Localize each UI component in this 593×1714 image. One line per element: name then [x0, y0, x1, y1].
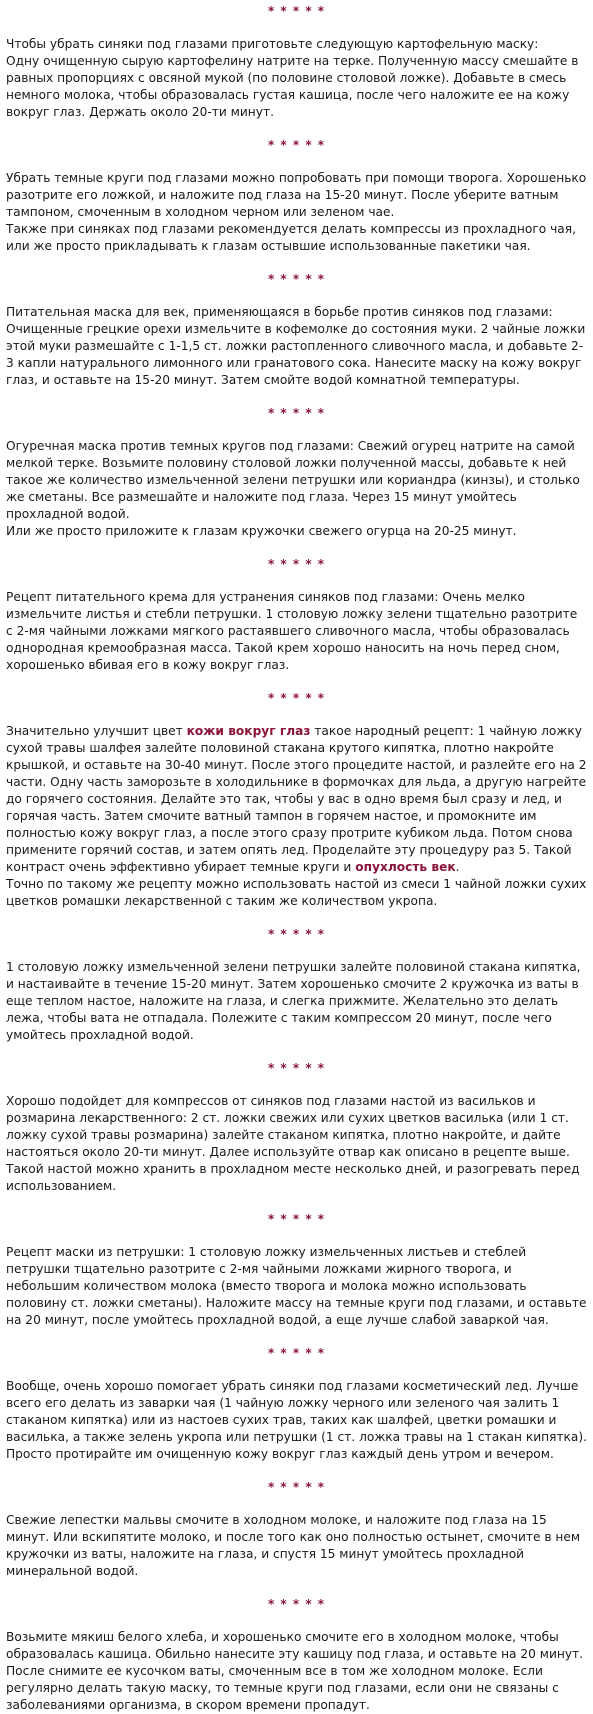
link-eyelid-swelling[interactable]: опухлость век	[355, 860, 456, 874]
paragraph-potato-mask: Чтобы убрать синяки под глазами приготовьте следующую картофельную маску: Одну очищенную сырую картофелину натрите на терке. Полученную массу смешайте в равных пропорциях с овсяной мукой (по половине столовой ложке). Добавьте в смесь немного молока, чтобы образовалась густая кашица, после чего наложите ее на кожу вокруг глаз. Держать около 20-ти минут.	[6, 37, 579, 119]
separator-stars: * * * * *	[267, 272, 326, 286]
separator-stars: * * * * *	[267, 691, 326, 705]
paragraph-cornflower-rosemary: Хорошо подойдет для компрессов от синяков под глазами настой из васильков и розмарина лекарственного: 2 ст. ложки свежих или сухих цветков василька (или 1 ст. ложку сухой травы розмарина) залейте стаканом кипятка, плотно накройте, и дайте настояться около 20-ти минут. Далее используйте отвар как описано в рецепте выше. Такой настой можно хранить в прохладном месте несколько дней, и разогревать перед использованием.	[6, 1094, 580, 1193]
separator-stars: * * * * *	[267, 4, 326, 18]
paragraph-cosmetic-ice: Вообще, очень хорошо помогает убрать синяки под глазами косметический лед. Лучше всего его делать из заварки чая (1 чайную ложку черного или зеленого чая залить 1 стаканом кипятка) или из настоев сухих трав, таких как шалфей, цветки ромашки и василька, а также зелень укропа или петрушки (1 ст. ложка травы на 1 стакан кипятка). Просто протирайте им очищенную кожу вокруг глаз каждый день утром и вечером.	[6, 1379, 588, 1461]
paragraph-mallow-milk: Свежие лепестки мальвы смочите в холодном молоке, и наложите под глаза на 15 минут. Или вскипятите молоко, и после того как оно полностью остынет, смочите в нем кружочки из ваты, наложите на глаза, и спустя 15 минут умойтесь прохладной минеральной водой.	[6, 1513, 581, 1578]
separator-stars: * * * * *	[267, 406, 326, 420]
paragraph-bread-milk: Возьмите мякиш белого хлеба, и хорошенько смочите его в холодном молоке, чтобы образовалась кашица. Обильно нанесите эту кашицу под глаза, и оставьте на 20 минут. После снимите ее кусочком ваты, смоченным все в том же холодном молоке. Если регулярно делать такую маску, то темные круги под глазами, если они не связаны с заболеваниями организма, в скором времени пропадут.	[6, 1630, 584, 1712]
separator-stars: * * * * *	[267, 1212, 326, 1226]
sage-text-before: Значительно улучшит цвет	[6, 724, 187, 738]
paragraph-parsley-compress: 1 столовую ложку измельченной зелени петрушки залейте половиной стакана кипятка, и настаивайте в течение 15-20 минут. Затем хорошенько смочите 2 кружочка из ваты в еще теплом настое, наложите на глаза, и слегка прижмите. Желательно это делать лежа, чтобы вата не отпадала. Полежите с таким компрессом 20 минут, после чего умойтесь прохладной водой.	[6, 960, 581, 1042]
paragraph-sage-contrast	[6, 723, 587, 910]
sage-text-middle: такое народный рецепт: 1 чайную ложку сухой травы шалфея залейте половиной стакана крутого кипятка, плотно накройте крышкой, и оставьте на 30-40 минут. После этого процедите настой, и разлейте его на 2 части. Одну часть заморозьте в холодильнике в формочках для льда, а другую нагрейте до горячего состояния. Делайте это так, чтобы у вас в одно время был сразу и лед, и горячая часть. Затем смочите ватный тампон в горячем настое, и промокните им полностью кожу вокруг глаз, а после этого сразу протрите кубиком льда. Потом снова примените горячий состав, и затем опять лед. Проделайте эту процедуру раз 5. Такой контраст очень эффективно убирает темные круги и	[6, 724, 587, 874]
separator-stars: * * * * *	[267, 557, 326, 571]
separator-stars: * * * * *	[267, 1480, 326, 1494]
paragraph-cottage-cheese: Убрать темные круги под глазами можно попробовать при помощи творога. Хорошенько разотрите его ложкой, и наложите под глаза на 15-20 минут. После уберите ватным тампоном, смоченным в холодном черном или зеленом чае. Также при синяках под глазами рекомендуется делать компрессы из прохладного чая, или же просто прикладывать к глазам остывшие использованные пакетики чая.	[6, 171, 587, 253]
separator-stars: * * * * *	[267, 927, 326, 941]
paragraph-walnut-mask: Питательная маска для век, применяющаяся в борьбе против синяков под глазами: Очищенные грецкие орехи измельчите в кофемолке до состояния муки. 2 чайные ложки этой муки размешайте с 1-1,5 ст. ложки растопленного сливочного масла, и добавьте 2-3 капли натурального лимонного или гранатового сока. Нанесите маску на кожу вокруг глаз, и оставьте на 15-20 минут. Затем смойте водой комнатной температуры.	[6, 305, 586, 387]
separator-stars: * * * * *	[267, 1061, 326, 1075]
separator-stars: * * * * *	[267, 138, 326, 152]
sage-text-after: . Точно по такому же рецепту можно использовать настой из смеси 1 чайной ложки сухих цветков ромашки лекарственной с таким же количеством укропа.	[6, 860, 587, 908]
paragraph-cucumber-mask: Огуречная маска против темных кругов под глазами: Свежий огурец натрите на самой мелкой терке. Возьмите половину столовой ложки полученной массы, добавьте к ней такое же количество измельченной зелени петрушки или кориандра (кинзы), и столько же сметаны. Все размешайте и наложите под глаза. Через 15 минут умойтесь прохладной водой. Или же просто приложите к глазам кружочки свежего огурца на 20-25 минут.	[6, 439, 580, 538]
separator-stars: * * * * *	[267, 1346, 326, 1360]
paragraph-parsley-cream: Рецепт питательного крема для устранения синяков под глазами: Очень мелко измельчите листья и стебли петрушки. 1 столовую ложку зелени тщательно разотрите с 2-мя чайными ложками мягкого растаявшего сливочного масла, чтобы образовалась однородная кремообразная масса. Такой крем хорошо наносить на ночь перед сном, хорошенько вбивая его в кожу вокруг глаз.	[6, 590, 578, 672]
separator-stars: * * * * *	[267, 1597, 326, 1611]
paragraph-parsley-mask: Рецепт маски из петрушки: 1 столовую ложку измельченных листьев и стеблей петрушки тщательно разотрите с 2-мя чайными ложками жирного творога, и небольшим количеством молока (вместо творога и молока можно использовать половину ст. ложки сметаны). Наложите массу на темные круги под глазами, и оставьте на 20 минут, после умойтесь прохладной водой, а еще лучше слабой заваркой чая.	[6, 1245, 587, 1327]
link-eye-skin[interactable]: кожи вокруг глаз	[186, 724, 311, 738]
